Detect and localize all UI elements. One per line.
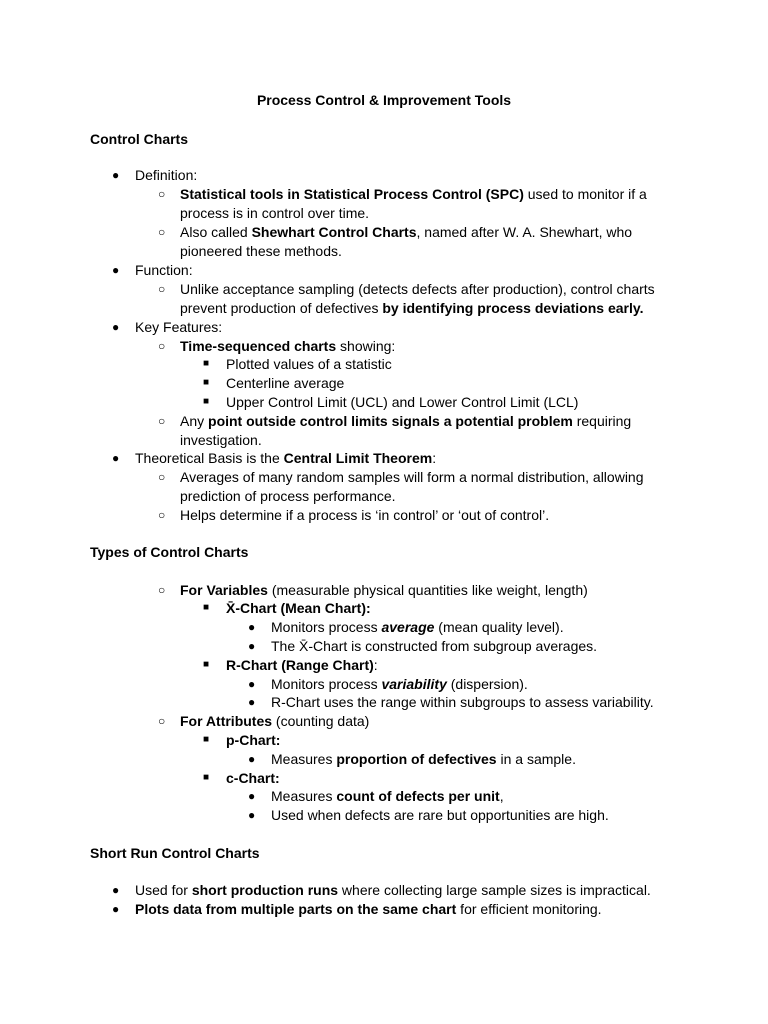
bullet-square: ■ [203, 377, 210, 388]
bullet-disc: ● [112, 320, 120, 334]
bullet-disc: ● [112, 451, 120, 465]
bullet-circle: ○ [158, 470, 166, 484]
c-item-2: Used when defects are rare but opportunities are high. [271, 807, 609, 823]
bullet-square: ■ [203, 659, 210, 670]
features-item-time-sequenced: Time-sequenced charts showing: [180, 338, 396, 354]
definition-label: Definition: [135, 167, 198, 183]
basis-item-2: Helps determine if a process is ‘in control’ or ‘out of control’. [180, 507, 550, 523]
xbar-item-1: Monitors process average (mean quality level). [271, 619, 564, 635]
bullet-circle: ○ [158, 339, 166, 353]
basis-item-1-cont: prediction of process performance. [180, 488, 396, 504]
p-item-1: Measures proportion of defectives in a sample. [271, 751, 576, 767]
bullet-disc: ● [112, 902, 120, 916]
r-chart-label: R-Chart (Range Chart): [226, 657, 378, 673]
bullet-square: ■ [203, 772, 210, 783]
function-label: Function: [135, 262, 193, 278]
xbar-item-2: The X̄-Chart is constructed from subgroup averages. [271, 638, 598, 654]
variables-label: For Variables (measurable physical quantities like weight, length) [180, 582, 588, 598]
bullet-disc: ● [248, 695, 256, 709]
features-subitem-1: Plotted values of a statistic [226, 356, 392, 372]
definition-item-1-cont: process is in control over time. [180, 205, 370, 221]
basis-item-1: Averages of many random samples will form a normal distribution, allowing [180, 469, 644, 485]
section-heading-control-charts: Control Charts [90, 131, 188, 147]
r-item-2: R-Chart uses the range within subgroups to assess variability. [271, 694, 654, 710]
c-chart-label: c-Chart: [226, 770, 280, 786]
r-item-1: Monitors process variability (dispersion). [271, 676, 528, 692]
function-item-1-cont: prevent production of defectives by identifying process deviations early. [180, 300, 644, 316]
bullet-disc: ● [248, 620, 256, 634]
bullet-disc: ● [112, 883, 120, 897]
bullet-circle: ○ [158, 414, 166, 428]
bullet-disc: ● [248, 808, 256, 822]
bullet-circle: ○ [158, 508, 166, 522]
p-chart-label: p-Chart: [226, 732, 281, 748]
features-item-any-point: Any point outside control limits signals a potential problem requiring [180, 413, 632, 429]
definition-item-2-cont: pioneered these methods. [180, 243, 342, 259]
bullet-disc: ● [112, 263, 120, 277]
bullet-circle: ○ [158, 282, 166, 296]
function-item-1: Unlike acceptance sampling (detects defects after production), control charts [180, 281, 655, 297]
bullet-disc: ● [112, 168, 120, 182]
bullet-circle: ○ [158, 714, 166, 728]
page-title: Process Control & Improvement Tools [256, 92, 512, 108]
features-label: Key Features: [135, 319, 223, 335]
bullet-square: ■ [203, 734, 210, 745]
features-item-any-point-cont: investigation. [180, 432, 262, 448]
xbar-chart-label: X̄-Chart (Mean Chart): [226, 600, 371, 616]
section-heading-short-run: Short Run Control Charts [90, 845, 260, 861]
bullet-disc: ● [248, 677, 256, 691]
short-run-item-1: Used for short production runs where collecting large sample sizes is impractical. [135, 882, 651, 898]
bullet-square: ■ [203, 602, 210, 613]
definition-item-2: Also called Shewhart Control Charts, named after W. A. Shewhart, who [180, 224, 633, 240]
bullet-circle: ○ [158, 187, 166, 201]
bullet-disc: ● [248, 639, 256, 653]
bullet-circle: ○ [158, 583, 166, 597]
features-subitem-2: Centerline average [226, 375, 345, 391]
bullet-square: ■ [203, 358, 210, 369]
features-subitem-3: Upper Control Limit (UCL) and Lower Control Limit (LCL) [226, 394, 579, 410]
section-heading-types: Types of Control Charts [90, 544, 249, 560]
short-run-item-2: Plots data from multiple parts on the same chart for efficient monitoring. [135, 901, 602, 917]
attributes-label: For Attributes (counting data) [180, 713, 370, 729]
c-item-1: Measures count of defects per unit, [271, 788, 504, 804]
definition-item-1: Statistical tools in Statistical Process Control (SPC) used to monitor if a [180, 186, 647, 202]
bullet-disc: ● [248, 752, 256, 766]
bullet-disc: ● [248, 789, 256, 803]
bullet-square: ■ [203, 396, 210, 407]
basis-label: Theoretical Basis is the Central Limit Theorem: [135, 450, 437, 466]
bullet-circle: ○ [158, 225, 166, 239]
